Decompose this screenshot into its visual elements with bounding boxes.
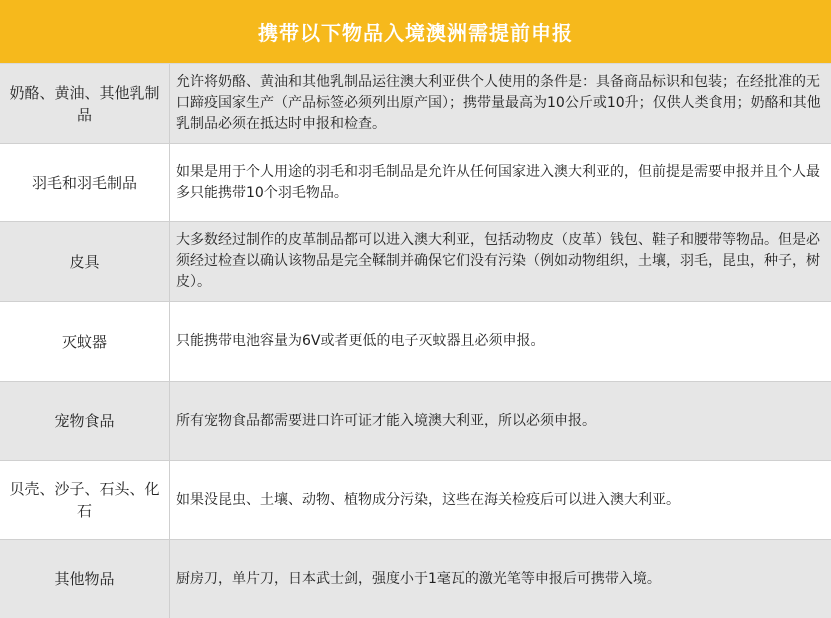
item-desc-cell: 厨房刀，单片刀，日本武士剑，强度小于1毫瓦的激光笔等申报后可携带入境。 (176, 570, 661, 587)
declaration-table (0, 64, 831, 618)
item-desc-cell: 允许将奶酪、黄油和其他乳制品运往澳大利亚供个人使用的条件是：具备商品标识和包装；在经批准的无口蹄疫国家生产（产品标签必须列出原产国）；携带量最高为10公斤或10升；仅供人类食用；奶酪和其他乳制品必须在抵达时申报和检查。 (176, 74, 821, 132)
header-banner (0, 0, 831, 64)
item-desc-cell: 如果没昆虫、土壤、动物、植物成分污染，这些在海关检疫后可以进入澳大利亚。 (176, 491, 680, 508)
item-name-cell: 奶酪、黄油、其他乳制品 (0, 64, 170, 143)
item-desc-cell: 如果是用于个人用途的羽毛和羽毛制品是允许从任何国家进入澳大利亚的，但前提是需要申报并且个人最多只能携带10个羽毛物品。 (176, 163, 820, 201)
item-name-cell: 宠物食品 (0, 382, 170, 460)
item-name-cell: 其他物品 (0, 540, 170, 618)
item-desc-cell: 只能携带电池容量为6V或者更低的电子灭蚊器且必须申报。 (176, 333, 545, 349)
table-row (0, 302, 831, 382)
table-row (0, 540, 831, 618)
item-desc-cell: 所有宠物食品都需要进口许可证才能入境澳大利亚，所以必须申报。 (176, 412, 596, 429)
table-row (0, 144, 831, 222)
table-row (0, 461, 831, 540)
item-name-cell: 羽毛和羽毛制品 (0, 144, 170, 221)
table-row (0, 382, 831, 461)
item-name-cell: 皮具 (0, 222, 170, 301)
table-row (0, 222, 831, 302)
item-name-cell: 灭蚊器 (0, 302, 170, 381)
item-desc-cell: 大多数经过制作的皮革制品都可以进入澳大利亚，包括动物皮（皮革）钱包、鞋子和腰带等物品。但是必须经过检查以确认该物品是完全鞣制并确保它们没有污染（例如动物组织，土壤，羽毛，昆虫，种子，树皮）。 (176, 232, 820, 290)
table-row (0, 64, 831, 144)
page-title: 携带以下物品入境澳洲需提前申报 (258, 21, 573, 45)
item-name-cell: 贝壳、沙子、石头、化石 (0, 461, 170, 539)
